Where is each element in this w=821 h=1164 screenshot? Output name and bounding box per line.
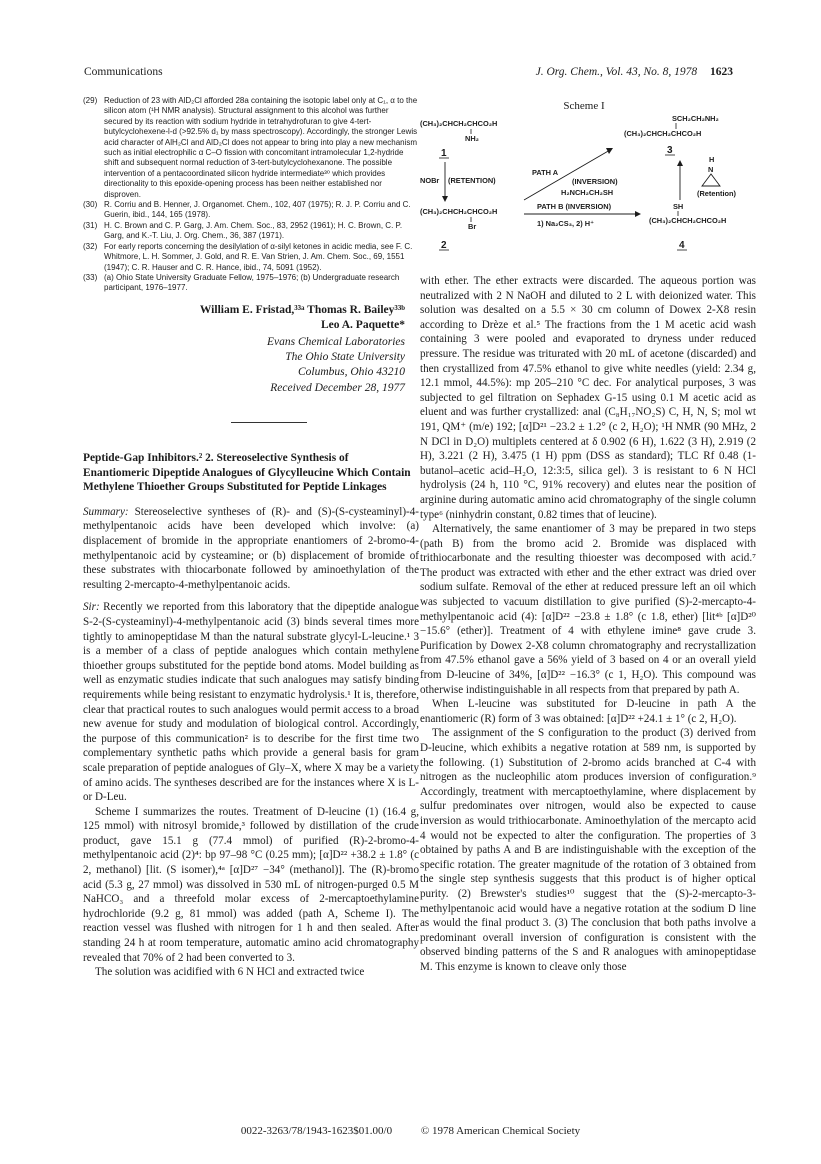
page-number: 1623 (710, 66, 733, 78)
reference-item (83, 242, 419, 273)
arrowhead (635, 211, 641, 217)
reference-list (83, 96, 419, 294)
reference-text: For early reports concerning the desilylation of α-silyl ketones in acidic media, see F. C. Whitmore, L. H. Sommer, J. Gold, and R. E. Van Strien, J. Am. Chem. Soc., 69, 1551 (1947); C. R. Hauser and C. R. Hance, ibid., 74, 5091 (1952). (104, 241, 413, 272)
compound-4-formula: (CH₃)₂CHCH₂CHCO₂H (649, 216, 727, 225)
reagent-nobr: NOBr (420, 176, 440, 185)
aziridine-h: H (709, 155, 715, 164)
affiliation-line: Columbus, Ohio 43210 (297, 366, 405, 379)
reference-number: (31) (83, 220, 98, 230)
label-path-b: PATH B (INVERSION) (537, 202, 612, 211)
compound-1-formula: (CH₃)₂CHCH₂CHCO₂H (420, 119, 498, 128)
sir-text: Recently we reported from this laboratory that the dipeptide analogue S-2-(S-cysteaminyl)-4-methylpentanoic acid (3) binds several times more tightly to aminopeptidase M than the natural substrate glycyl-L-leucine.¹ 3 is a member of a class of peptide analogues which contain methylene thioether groups substituted for the peptide bond atoms. Model building as well as enzymatic studies indicate that such analogues may satisfy binding requirements while being resistant to enzymatic hydrolysis.¹ It is, therefore, clear that practical routes to such analogues would permit access to a broad new avenue for study and modulation of biological control. Accordingly, the purpose of this communication² is to describe for the first time two complementary synthetic paths which provide a general basis for gram scale preparation of peptide analogues of Gly–X, where X may be a variety of amino acids. The syntheses described are for the instances where X is L- or D-Leu. (83, 601, 419, 804)
journal-citation: J. Org. Chem., Vol. 43, No. 8, 1978 (535, 66, 698, 78)
affiliation-line: The Ohio State University (285, 350, 405, 363)
label-path-a: PATH A (532, 168, 559, 177)
arrowhead (442, 196, 448, 202)
reaction-scheme (420, 96, 756, 272)
right-column (420, 96, 756, 975)
body-paragraph: The solution was acidified with 6 N HCl and extracted twice (95, 966, 365, 979)
section-divider (231, 422, 307, 423)
reference-item (83, 96, 419, 200)
page-footer (0, 1125, 821, 1137)
reference-number: (32) (83, 241, 98, 251)
compound-3-formula: (CH₃)₂CHCH₂CHCO₂H (624, 129, 702, 138)
body-paragraph: The assignment of the S configuration to the product (3) derived from D-leucine, which exhibits a negative rotation at 589 nm, is supported by the following. (1) Substitution of 2-bromo acids branched at C-4 with nitrogen as the nucleophilic atom produces inversion of configuration.⁹ Accordingly, treatment with mercaptoethylamine, where displacement by sulfur predominates over nitrogen, would also be expected to cause inversion as would trithiocarbonate. Aminoethylation of the mercapto acid 4 would not be expected to alter the configuration. The properties of 3 obtained by paths A and B are indistinguishable with the exception of the specific rotation. The greater magnitude of the rotation of 3 obtained from the single step synthesis suggests that this product is of higher optical purity. (2) Brewster's studies¹⁰ suggest that the (S)-2-mercapto-3-methylpentanoic acid would have a negative rotation at the sodium D line as would the final product 3. (3) The conclusion that both paths involve a predominant overall inversion of configuration is consistent with the observed binding patterns of the S and R analogues with aminopeptidase M. This enzyme is known to cleave only those (420, 727, 756, 973)
compound-1-number: 1 (441, 148, 447, 159)
reference-number: (33) (83, 272, 98, 282)
compound-4-top: SH (673, 202, 684, 211)
running-header-section: Communications (84, 66, 163, 78)
reagent-path-a: H₂NCH₂CH₂SH (561, 188, 614, 197)
label-retention-small: (Retention) (697, 189, 736, 198)
left-column (83, 96, 419, 980)
reference-number: (30) (83, 200, 98, 210)
body-paragraph: with ether. The ether extracts were discarded. The aqueous portion was neutralized with 2 N NaOH and diluted to 2 L with deionized water. This solution was desalted on a 5.5 × 30 cm column of Dowex 2-X8 resin according to Drèze et al.⁵ The fractions from the 1 M acetic acid wash containing 3 were pooled and evaporated to dryness under reduced pressure. The residue was triturated with 20 mL of acetone (discarded) and then crystallized from 47.5% ethanol to give white needles (yield: 2.34 g, 12.1 mmol, 44.5%): mp 205–210 °C dec. For analytical purposes, 3 was subjected to gel filtration on Sephadex G-15 using 0.1 M acetic acid as eluent and was further crystallized: anal (C₈H₁₇NO₂S) C, H, N, S; mol wt 191, QM⁺ (m/e) 192; [α]D²¹ −23.2 ± 1.2° (c 2, H₂O); ¹H NMR (90 MHz, 2 N DCl in D₂O) multiplets centered at δ 0.902 (6 H), 1.622 (3 H), 2.919 (2 H), 3.221 (2 H), 3.475 (1 H) ppm (DSS as standard); TLC Rf 0.48 (1-butanol–acetic acid–H₂O, 12:3:5, silica gel). 3 is resistant to 6 N HCl hydrolysis (24 h, 110 °C, 91% recovery) and elutes near the position of arginine during automatic amino acid chromatography of the single column type⁶ (ninhydrin constant, 0.82 times that of leucine). (420, 275, 756, 521)
label-retention: (RETENTION) (448, 176, 496, 185)
footer-copyright: © 1978 American Chemical Society (420, 1125, 581, 1137)
compound-1-substituent: NH₂ (465, 134, 479, 143)
affiliation-line: Evans Chemical Laboratories (267, 335, 405, 348)
compound-2-substituent: Br (468, 222, 477, 231)
article-title: Peptide-Gap Inhibitors.² 2. Stereoselective Synthesis of Enantiomeric Dipeptide Analogues of Glycylleucine Which Contain Methylene Thioether Groups Substituted for Peptide Linkages (83, 452, 411, 494)
reference-text: R. Corriu and B. Henner, J. Organomet. Chem., 102, 407 (1975); R. J. P. Corriu and C. Guerin, ibid., 144, 165 (1978). (104, 200, 411, 220)
received-date: Received December 28, 1977 (270, 382, 405, 395)
sir-paragraph (83, 600, 419, 804)
aziridine-ring-icon (702, 174, 720, 186)
reagent-path-b: 1) Na₂CS₃, 2) H⁺ (537, 219, 595, 228)
scheme-diagram (420, 96, 756, 272)
arrowhead (606, 148, 613, 154)
reference-text: H. C. Brown and C. P. Garg, J. Am. Chem. Soc., 83, 2952 (1961); H. C. Brown, C. P. Garg, and K.-T. Liu, J. Org. Chem., 36, 387 (1971). (104, 220, 403, 241)
arrowhead (677, 160, 683, 166)
body-paragraph: Alternatively, the same enantiomer of 3 may be prepared in two steps (path B) from the bromo acid 2. Bromide was displaced with trithiocarbonate and the resulting thioester was decomposed with acid.⁷ The product was extracted with ether and the ether extract was dried over sodium sulfate. Removal of the ether at reduced pressure left an oil which was subjected to vacuum distillation to give purified (S)-2-mercapto-4-methylpentanoic acid (4): [α]D²² −23.8 ± 1.8° (c 1.8, ether) [lit⁴ᵇ [α]D²⁰ −15.6° (ether)]. Treatment of 4 with ethylene imine⁸ gave crude 3. Purification by Dowex 2-X8 column chromatography and recrystallization from 47.5% ethanol gave a 56% yield of 3 based on 4 or an overall yield from D-leucine of 34%, [α]D²² −16.3° (c 1, H₂O). This compound was otherwise indistinguishable in all respects from that prepared by path A. (420, 523, 756, 696)
compound-2-number: 2 (441, 240, 447, 251)
reference-text: Reduction of 23 with AlD₂Cl afforded 28a containing the isotopic label only at C₁, α to the silicon atom (¹H NMR analysis). Structural assignment to this alcohol was further secured by its reaction with sodium hydride in tetrahydrofuran to give 4-tert-butylcyclohexene-l-d (>92.5% d₁ by mass spectroscopy). Accordingly, the stronger Lewis acid character of AlH₂Cl and AlD₂Cl does not appear to bring into play a new mechanism such as initial electrophilic α C–O fission with concomitant intramolecular 1,2-hydride shift and subsequent normal reduction of 3-tert-butylcyclohexanone. The possible intervention of a pentacoordinated silicon hydride intermediate³⁰ which provides directionality to this epoxide-opening process has been neither established nor disproven. (104, 96, 418, 199)
footer-identifier: 0022-3263/78/1943-1623$01.00/0 (240, 1125, 393, 1137)
body-paragraph: When L-leucine was substituted for D-leucine in path A the enantiomeric (R) form of 3 was obtained: [α]D²² +24.1 ± 1° (c 2, H₂O). (420, 698, 756, 725)
affiliation (83, 335, 419, 381)
sir-label: Sir: (83, 601, 100, 614)
reference-number: (29) (83, 96, 98, 105)
summary-paragraph (83, 505, 419, 593)
summary-text: Stereoselective syntheses of (R)- and (S)-(S-cysteaminyl)-4-methylpentanoic acids have been developed which involve: (a) displacement of bromide in the appropriate enantiomers of 2-bromo-4-methylpentanoic acid by cysteamine; or (b) displacement of bromide of these substrates with thiocarbonate followed by aminoethylation of the resulting 2-mercapto-4-methylpentanoic acids. (83, 505, 419, 591)
scheme-title: Scheme I (563, 100, 605, 112)
label-inversion: (INVERSION) (572, 177, 618, 186)
reference-item (83, 200, 419, 221)
summary-label: Summary: (83, 505, 129, 518)
reference-item (83, 273, 419, 294)
compound-2-formula: (CH₃)₂CHCH₂CHCO₂H (420, 207, 498, 216)
author-block (83, 303, 419, 333)
author-line: Leo A. Paquette* (320, 318, 405, 331)
reference-text: (a) Ohio State University Graduate Fellow, 1975–1976; (b) Undergraduate research participant, 1976–1977. (104, 272, 400, 293)
body-paragraph: Scheme I summarizes the routes. Treatment of D-leucine (1) (16.4 g, 125 mmol) with nitrosyl bromide,³ followed by distillation of the crude product, gave 15.1 g (77.4 mmol) of purified (R)-2-bromo-4-methylpentanoic acid (2)⁴: bp 97–98 °C (0.25 mm); [α]D²² +38.2 ± 1.8° (c 2, methanol) [lit. (S isomer),⁴ᵃ [α]D²⁷ −34° (methanol)]. The (R)-bromo acid (5.3 g, 27 mmol) was dissolved in 530 mL of nitrogen-purged 0.5 M NaHCO₃ and a threefold molar excess of 2-mercaptoethylamine hydrochloride (9.2 g, 81 mmol) was added (path A, Scheme I). The reaction vessel was flushed with nitrogen for 1 h and then sealed. After standing 24 h at room temperature, automatic amino acid chromatography revealed that 70% of 2 had been converted to 3. (83, 805, 419, 964)
compound-4-number: 4 (679, 240, 685, 251)
aziridine-n: N (708, 165, 714, 174)
compound-3-number: 3 (667, 145, 673, 156)
author-line: William E. Fristad,³³ᵃ Thomas R. Bailey³³ᵇ (199, 303, 405, 316)
compound-3-top: SCH₂CH₂NH₂ (672, 114, 719, 123)
reference-item (83, 221, 419, 242)
running-header-journal (536, 66, 733, 78)
